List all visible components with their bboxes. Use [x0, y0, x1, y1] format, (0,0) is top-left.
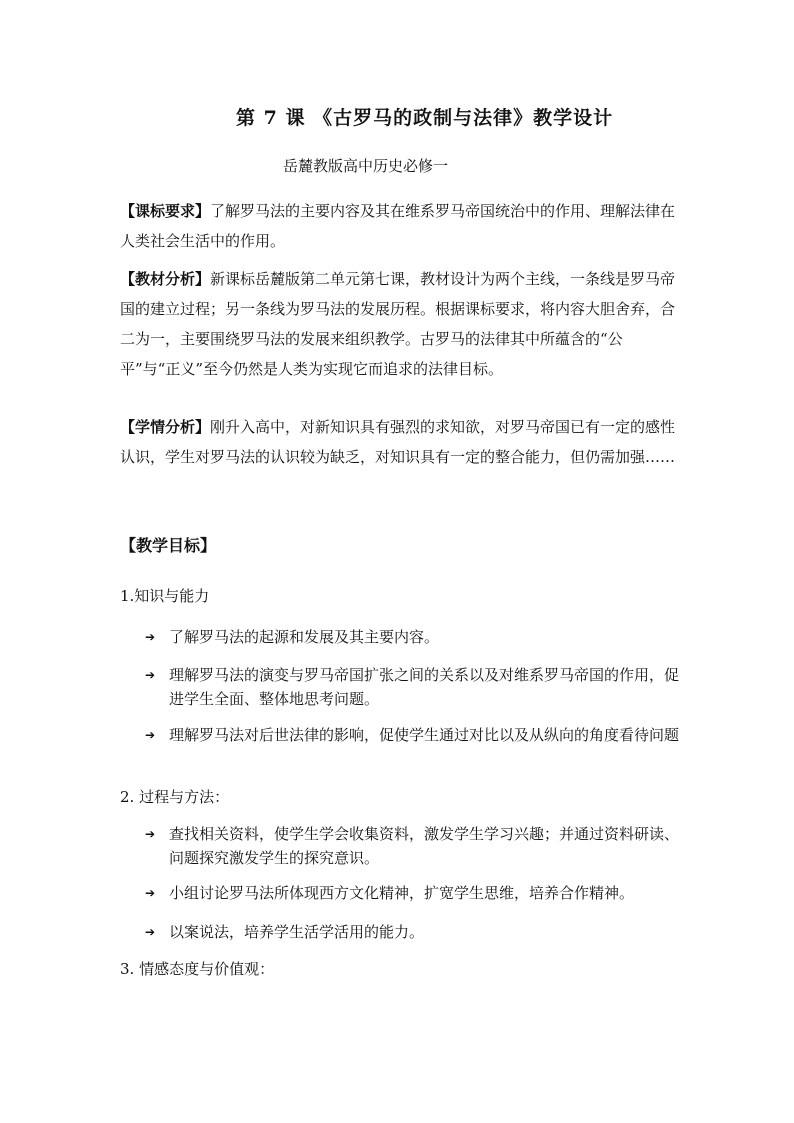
curriculum-text: 了解罗马法的主要内容及其在维系罗马帝国统治中的作用、理解法律在人类社会生活中的作用。 [120, 202, 676, 250]
arrow-bullet-icon: ➔ [145, 668, 156, 682]
section-title: 2. 过程与方法： [120, 788, 230, 806]
goals-heading: 【教学目标】 [120, 536, 217, 555]
arrow-bullet-icon: ➔ [145, 827, 156, 841]
list-item: ➔ 查找相关资料，使学生学会收集资料，激发学生学习兴趣；并通过资料研读、问题探究激发学生的探究意识。 [145, 822, 680, 870]
students-text: 刚升入高中，对新知识具有强烈的求知欲，对罗马帝国已有一定的感性认识，学生对罗马法的认识较为缺乏，对知识具有一定的整合能力，但仍需加强…… [120, 418, 676, 466]
arrow-bullet-icon: ➔ [145, 630, 156, 644]
students-label: 【学情分析】 [120, 418, 211, 436]
list-item: ➔ 理解罗马法对后世法律的影响，促使学生通过对比以及从纵向的角度看待问题 [145, 723, 680, 747]
section-title: 3. 情感态度与价值观： [120, 960, 275, 978]
section-title: 1.知识与能力 [120, 587, 210, 605]
list-item: ➔ 以案说法，培养学生活学活用的能力。 [145, 920, 680, 944]
arrow-bullet-icon: ➔ [145, 925, 156, 939]
textbook-paragraph [120, 264, 680, 384]
list-item: ➔ 小组讨论罗马法所体现西方文化精神，扩宽学生思维，培养合作精神。 [145, 881, 680, 905]
list-item: ➔ 理解罗马法的演变与罗马帝国扩张之间的关系以及对维系罗马帝国的作用，促进学生全面、整体地思考问题。 [145, 663, 680, 711]
textbook-label: 【教材分析】 [120, 270, 211, 288]
arrow-bullet-icon: ➔ [145, 728, 156, 742]
list-item: ➔ 了解罗马法的起源和发展及其主要内容。 [145, 625, 680, 649]
document-subtitle: 岳麓教版高中历史必修一 [283, 157, 449, 175]
document-title: 第 7 课 《古罗马的政制与法律》教学设计 [236, 107, 614, 129]
textbook-text: 新课标岳麓版第二单元第七课，教材设计为两个主线，一条线是罗马帝国的建立过程；另一条线为罗马法的发展历程。根据课标要求，将内容大胆舍弃，合二为一，主要围绕罗马法的发展来组织教学。古罗马的法律其中所蕴含的“公平”与“正义”至今仍然是人类为实现它而追求的法律目标。 [120, 270, 676, 378]
students-paragraph [120, 412, 680, 472]
arrow-bullet-icon: ➔ [145, 886, 156, 900]
curriculum-label: 【课标要求】 [120, 202, 211, 220]
curriculum-paragraph [120, 196, 680, 256]
